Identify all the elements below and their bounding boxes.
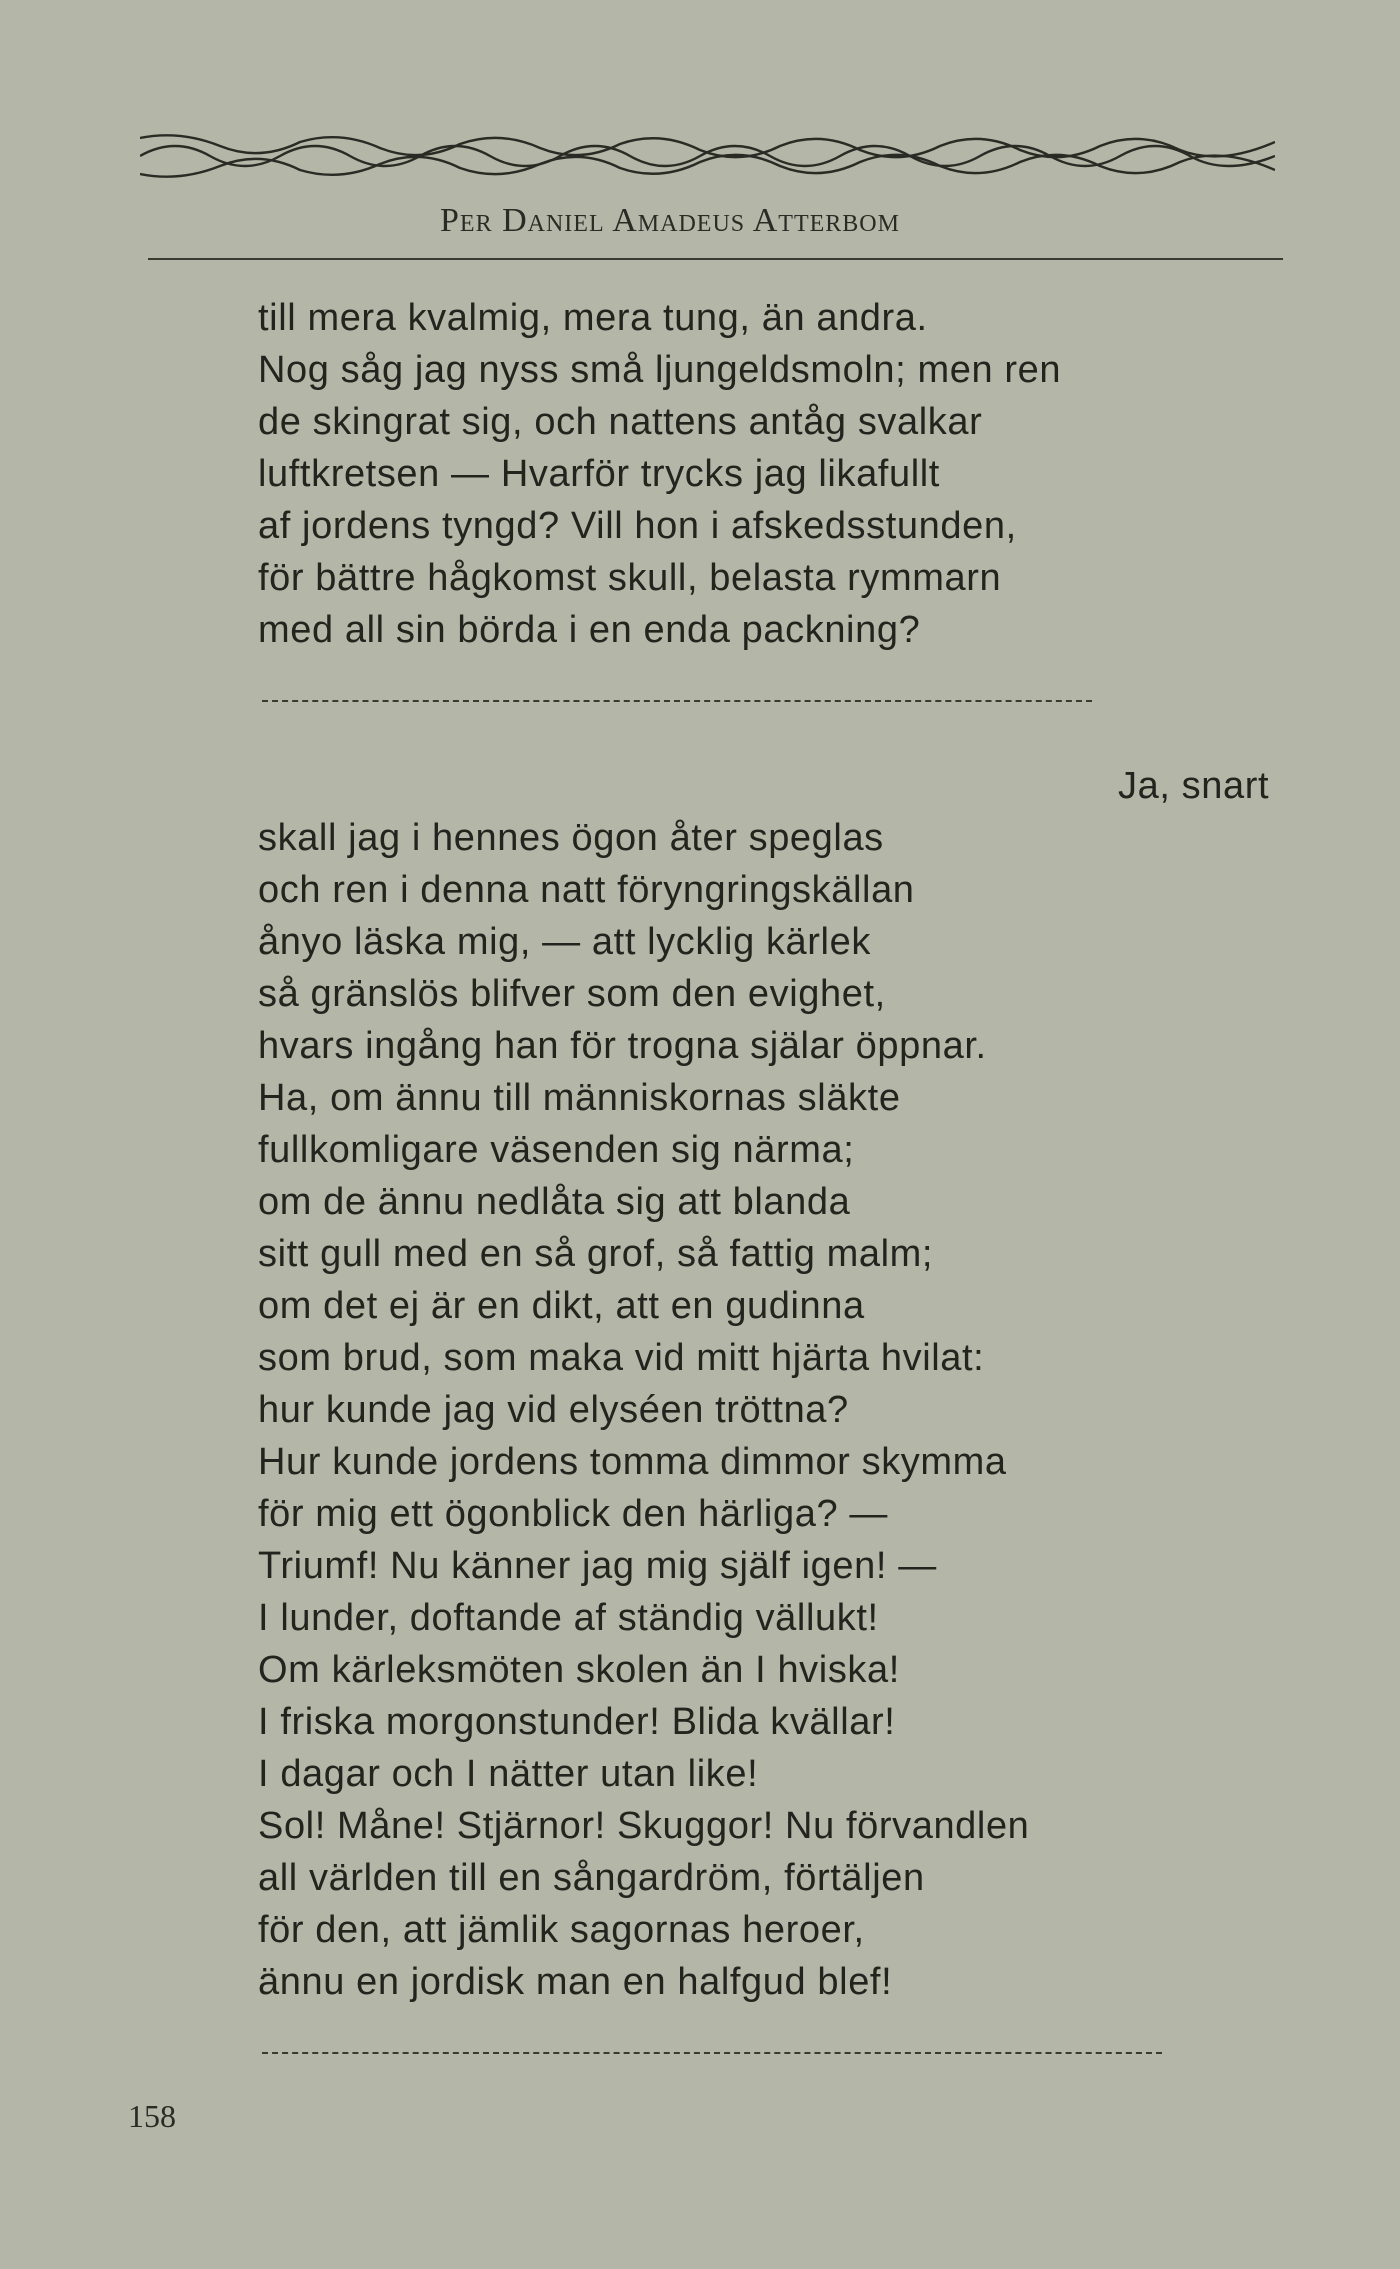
poem-line: ännu en jordisk man en halfgud blef! xyxy=(258,1961,893,2003)
poem-line: för den, att jämlik sagornas heroer, xyxy=(258,1909,865,1951)
poem-line: Hur kunde jordens tomma dimmor skymma xyxy=(258,1441,1007,1483)
poem-line: ånyo läska mig, — att lycklig kärlek xyxy=(258,921,871,963)
poem-line: hvars ingång han för trogna själar öppnar. xyxy=(258,1025,987,1067)
poem-line: Triumf! Nu känner jag mig själf igen! — xyxy=(258,1545,937,1587)
poem-line: I lunder, doftande af ständig vällukt! xyxy=(258,1597,879,1639)
header-rule xyxy=(148,258,1283,260)
poem-line: I dagar och I nätter utan like! xyxy=(258,1753,759,1795)
poem-line: luftkretsen — Hvarför trycks jag likafullt xyxy=(258,453,940,495)
poem-line: fullkomligare väsenden sig närma; xyxy=(258,1129,855,1171)
page-number: 158 xyxy=(128,2098,176,2134)
poem-line: af jordens tyngd? Vill hon i afskedsstunden, xyxy=(258,505,1017,547)
poem-line: och ren i denna natt föryngringskällan xyxy=(258,869,915,911)
poem-line: med all sin börda i en enda packning? xyxy=(258,609,921,651)
poem-line: för bättre hågkomst skull, belasta rymmarn xyxy=(258,557,1002,599)
poem-line: hur kunde jag vid elyséen tröttna? xyxy=(258,1389,849,1431)
poem-line: om de ännu nedlåta sig att blanda xyxy=(258,1181,851,1223)
section-dash-rule xyxy=(262,700,1092,702)
poem-line-indented: Ja, snart xyxy=(1118,765,1270,807)
running-head-title: Per Daniel Amadeus Atterbom xyxy=(440,202,900,239)
poem-line: som brud, som maka vid mitt hjärta hvilat: xyxy=(258,1337,985,1379)
poem-line: Sol! Måne! Stjärnor! Skuggor! Nu förvandlen xyxy=(258,1805,1030,1847)
poem-line: så gränslös blifver som den evighet, xyxy=(258,973,886,1015)
poem-line: Nog såg jag nyss små ljungeldsmoln; men ren xyxy=(258,349,1062,391)
poem-line: Om kärleksmöten skolen än I hviska! xyxy=(258,1649,900,1691)
poem-line: de skingrat sig, och nattens antåg svalkar xyxy=(258,401,983,443)
poem-line: till mera kvalmig, mera tung, än andra. xyxy=(258,297,928,339)
section-dash-rule xyxy=(262,2052,1162,2054)
poem-line: sitt gull med en så grof, så fattig malm; xyxy=(258,1233,934,1275)
poem-line: skall jag i hennes ögon åter speglas xyxy=(258,817,884,859)
poem-line: Ha, om ännu till människornas släkte xyxy=(258,1077,901,1119)
poem-line: för mig ett ögonblick den härliga? — xyxy=(258,1493,888,1535)
decorative-header-ornament xyxy=(140,128,1275,184)
poem-line: I friska morgonstunder! Blida kvällar! xyxy=(258,1701,896,1743)
poem-line: om det ej är en dikt, att en gudinna xyxy=(258,1285,865,1327)
poem-line: all världen till en sångardröm, förtäljen xyxy=(258,1857,925,1899)
